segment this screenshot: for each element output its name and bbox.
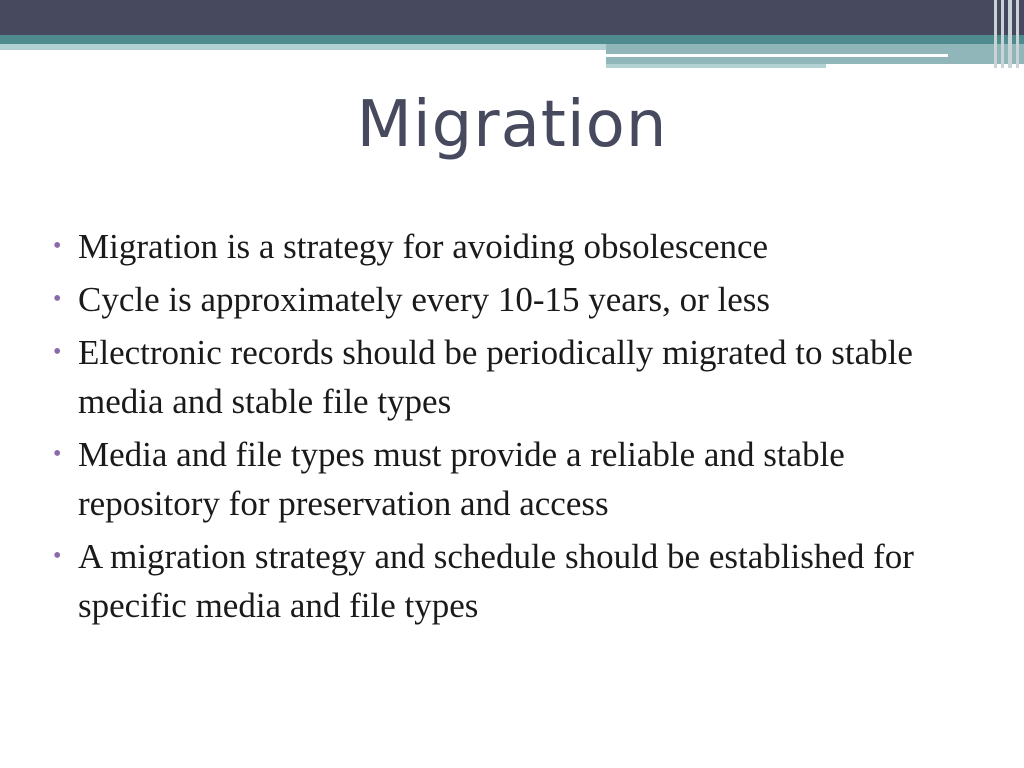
- header-accent-band: [0, 35, 1024, 44]
- bullet-text: Cycle is approximately every 10-15 years, or less: [78, 280, 771, 319]
- bullet-icon: •: [53, 543, 62, 569]
- bullet-text: Electronic records should be periodically migrated to stable media and stable file types: [78, 333, 913, 421]
- header-accent-band-light: [0, 44, 606, 50]
- header-bar: [0, 0, 1024, 35]
- bullet-text: A migration strategy and schedule should be established for specific media and file types: [78, 537, 914, 625]
- bullet-item: [48, 275, 988, 324]
- header-right-line: [606, 54, 948, 57]
- bullet-item: [48, 328, 988, 426]
- bullet-icon: •: [53, 339, 62, 365]
- header-right-line: [606, 64, 826, 68]
- header-stripe: [1001, 0, 1004, 68]
- bullet-icon: •: [53, 233, 62, 259]
- slide-title: Migration: [356, 88, 668, 162]
- bullet-item: [48, 222, 988, 271]
- bullet-list: [48, 222, 988, 634]
- header-stripe: [994, 0, 997, 68]
- bullet-text: Media and file types must provide a reliable and stable repository for preservation and access: [78, 435, 845, 523]
- bullet-icon: •: [53, 441, 62, 467]
- bullet-item: [48, 430, 988, 528]
- bullet-text: Migration is a strategy for avoiding obsolescence: [78, 227, 769, 266]
- bullet-icon: •: [53, 286, 62, 312]
- header-stripe: [1008, 0, 1012, 68]
- bullet-item: [48, 532, 988, 630]
- header-stripe: [1016, 0, 1019, 68]
